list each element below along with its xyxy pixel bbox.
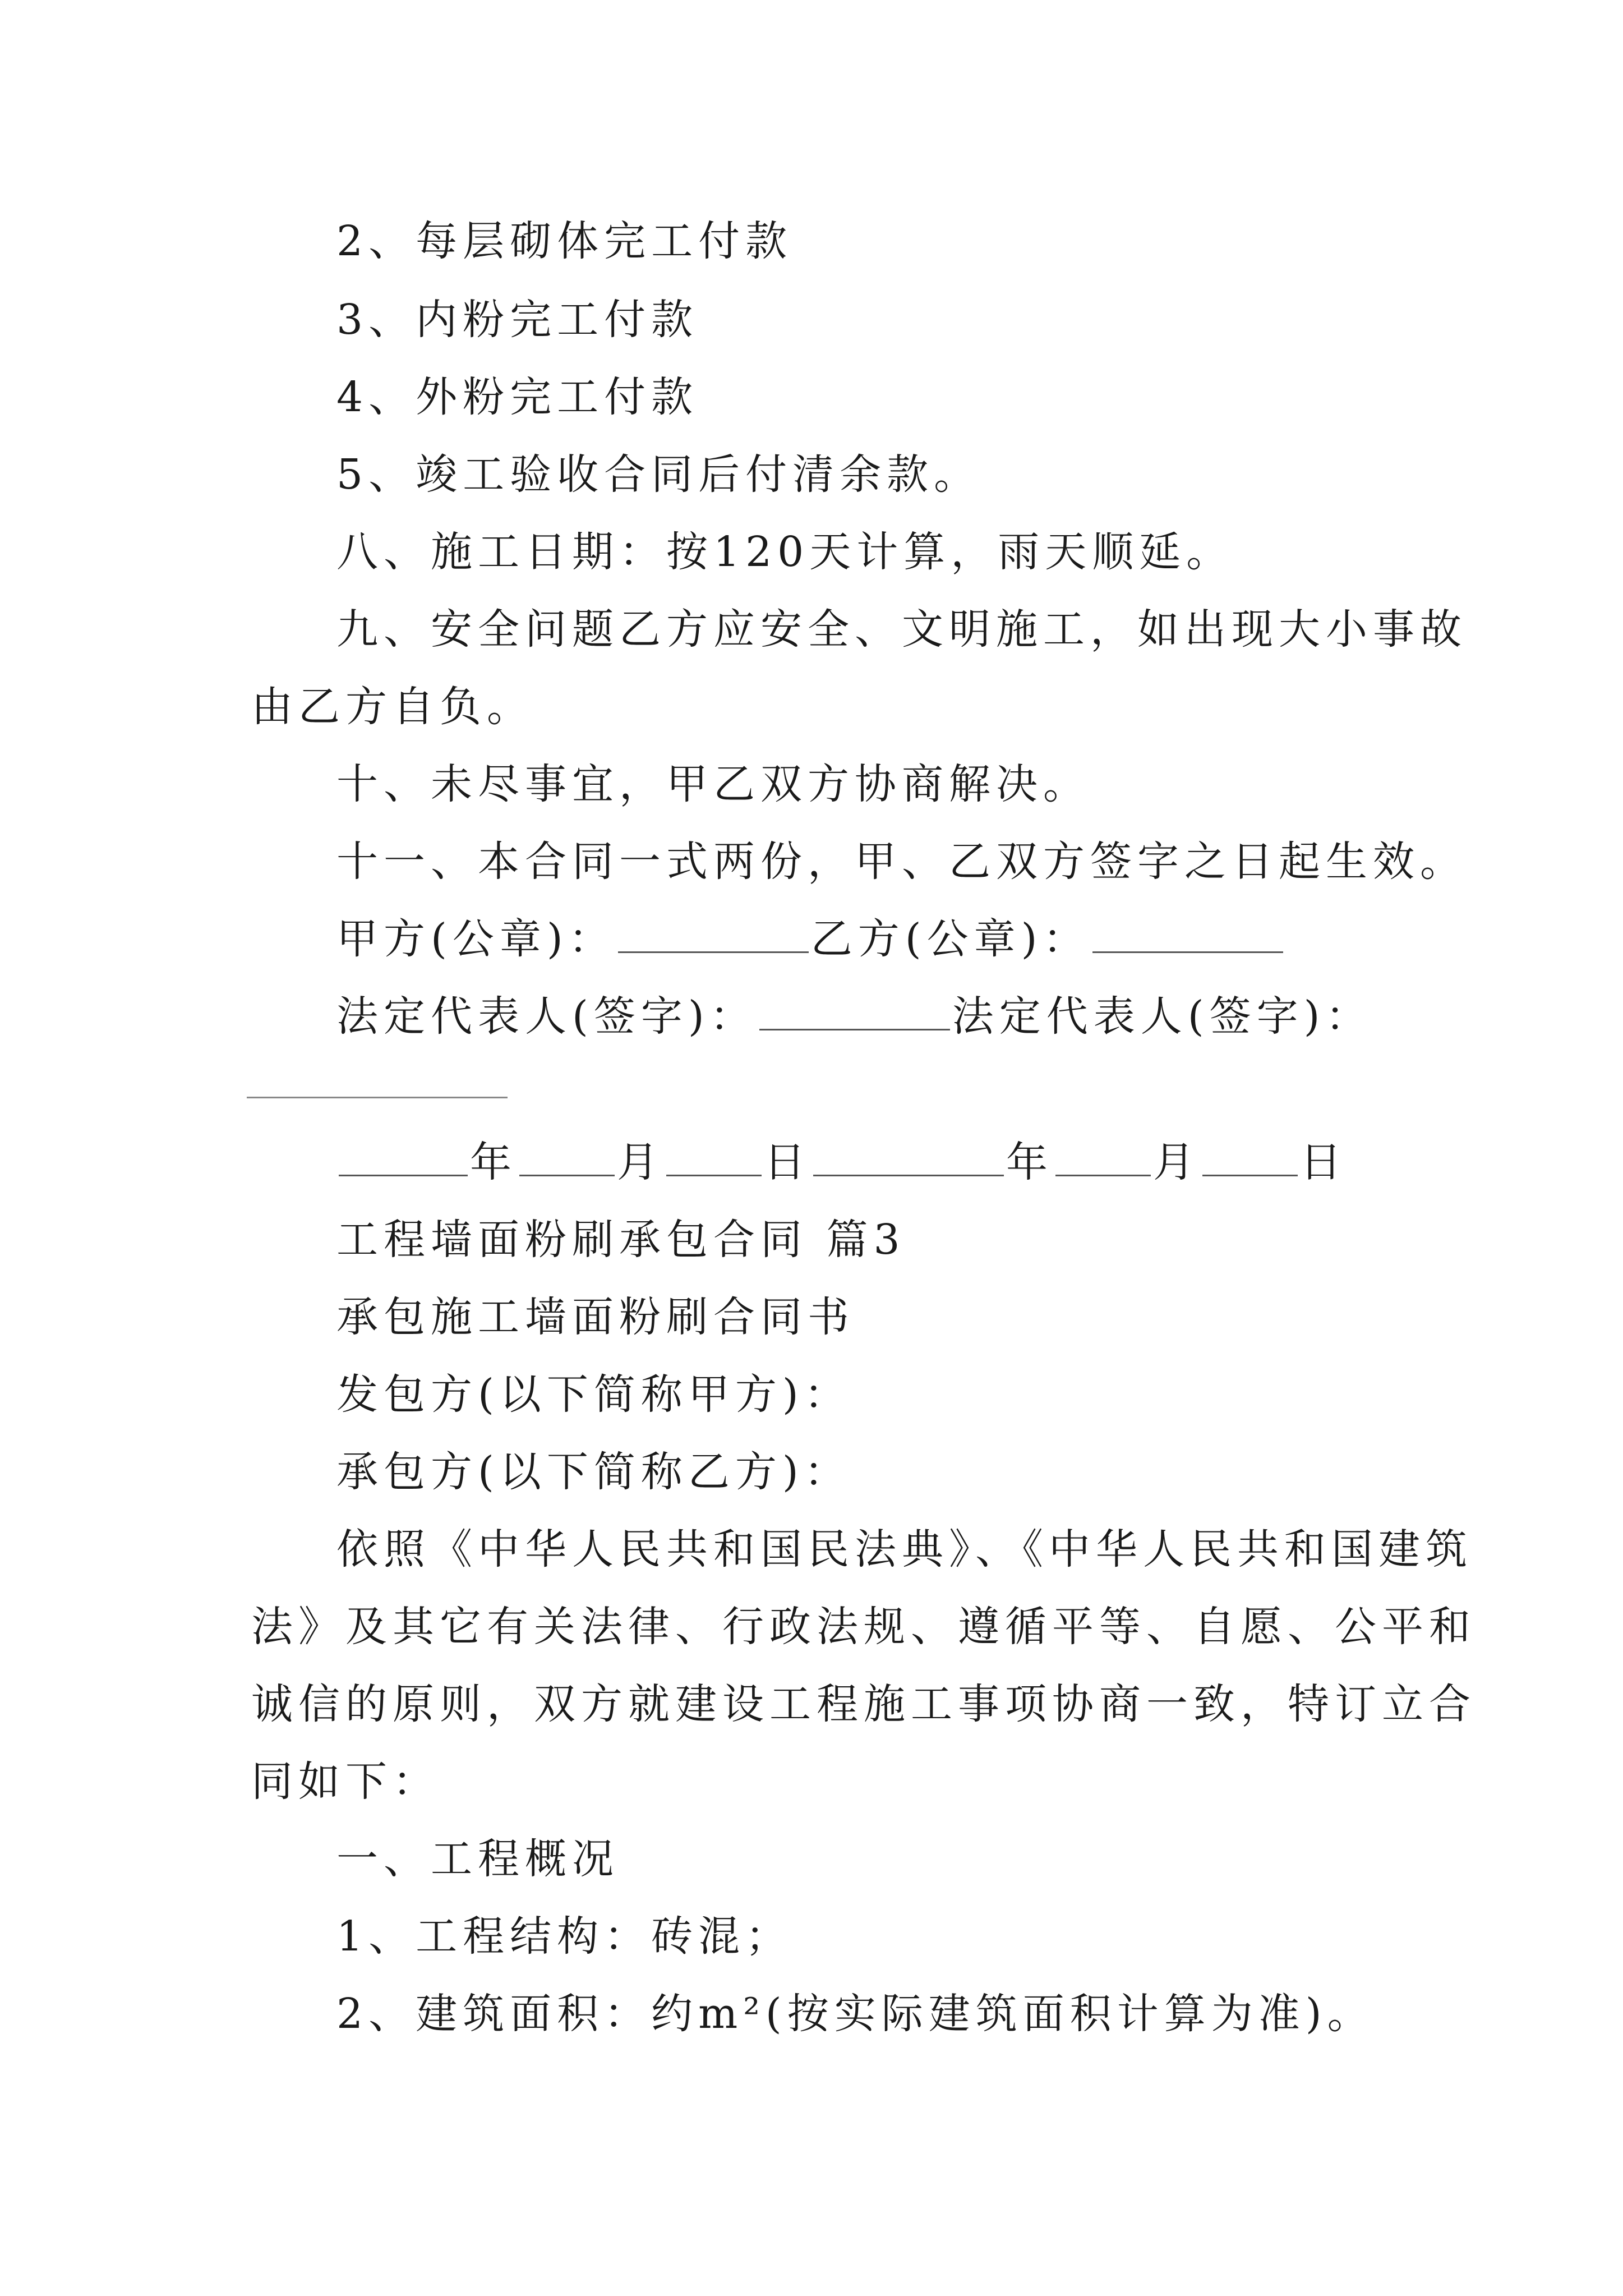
year-a-blank — [339, 1139, 468, 1176]
day-a-label: 日 — [764, 1138, 811, 1186]
overview-area: 2、建筑面积：约m²(按实际建筑面积计算为准)。 — [336, 1990, 1375, 2038]
year-b-blank — [813, 1139, 1004, 1176]
seal-line — [336, 911, 1285, 967]
preamble-line3: 诚信的原则，双方就建设工程施工事项协商一致，特订立合 — [251, 1680, 1476, 1728]
overview-structure: 1、工程结构：砖混； — [336, 1912, 793, 1961]
rep-a-blank — [759, 993, 950, 1030]
payment-item-3: 3、内粉完工付款 — [336, 296, 699, 344]
payment-item-4: 4、外粉完工付款 — [336, 373, 699, 421]
year-b-label: 年 — [1006, 1138, 1053, 1186]
party-a-seal-label: 甲方(公章)： — [336, 915, 616, 963]
clause-11-effect: 十一、本合同一式两份，甲、乙双方签字之日起生效。 — [336, 838, 1467, 886]
rep-b-label: 法定代表人(签字)： — [952, 992, 1373, 1041]
party-b-seal-label: 乙方(公章)： — [810, 915, 1090, 963]
section-overview: 一、工程概况 — [336, 1835, 619, 1883]
month-a-label: 月 — [617, 1138, 664, 1186]
clause-9-safety-line1: 九、安全问题乙方应安全、文明施工，如出现大小事故 — [336, 605, 1467, 654]
contract-title: 承包施工墙面粉刷合同书 — [336, 1293, 855, 1341]
clause-10-other: 十、未尽事宜，甲乙双方协商解决。 — [336, 760, 1090, 808]
day-b-label: 日 — [1300, 1138, 1347, 1186]
rep-b-blank-wrapped — [247, 1097, 508, 1098]
day-b-blank — [1202, 1139, 1298, 1176]
month-b-blank — [1055, 1139, 1151, 1176]
month-a-blank — [519, 1139, 615, 1176]
party-a-line: 发包方(以下简称甲方)： — [336, 1370, 851, 1419]
payment-item-2: 2、每层砌体完工付款 — [336, 217, 793, 265]
preamble-line4: 同如下： — [251, 1757, 440, 1806]
rep-a-label: 法定代表人(签字)： — [336, 992, 757, 1041]
day-a-blank — [666, 1139, 762, 1176]
clause-8-schedule: 八、施工日期：按120天计算，雨天顺延。 — [336, 528, 1234, 576]
party-b-line: 承包方(以下简称乙方)： — [336, 1448, 851, 1496]
preamble-line1: 依照《中华人民共和国民法典》、《中华人民共和国建筑 — [336, 1525, 1473, 1573]
section-title: 工程墙面粉刷承包合同 篇3 — [336, 1216, 906, 1264]
party-b-seal-blank — [1092, 915, 1283, 953]
date-line — [336, 1134, 1347, 1190]
year-a-label: 年 — [470, 1138, 517, 1186]
party-a-seal-blank — [618, 915, 809, 953]
representative-line — [336, 988, 1373, 1045]
payment-item-5: 5、竣工验收合同后付清余款。 — [336, 450, 981, 499]
preamble-line2: 法》及其它有关法律、行政法规、遵循平等、自愿、公平和 — [251, 1603, 1476, 1651]
month-b-label: 月 — [1153, 1138, 1200, 1186]
clause-9-safety-line2: 由乙方自负。 — [251, 683, 534, 731]
